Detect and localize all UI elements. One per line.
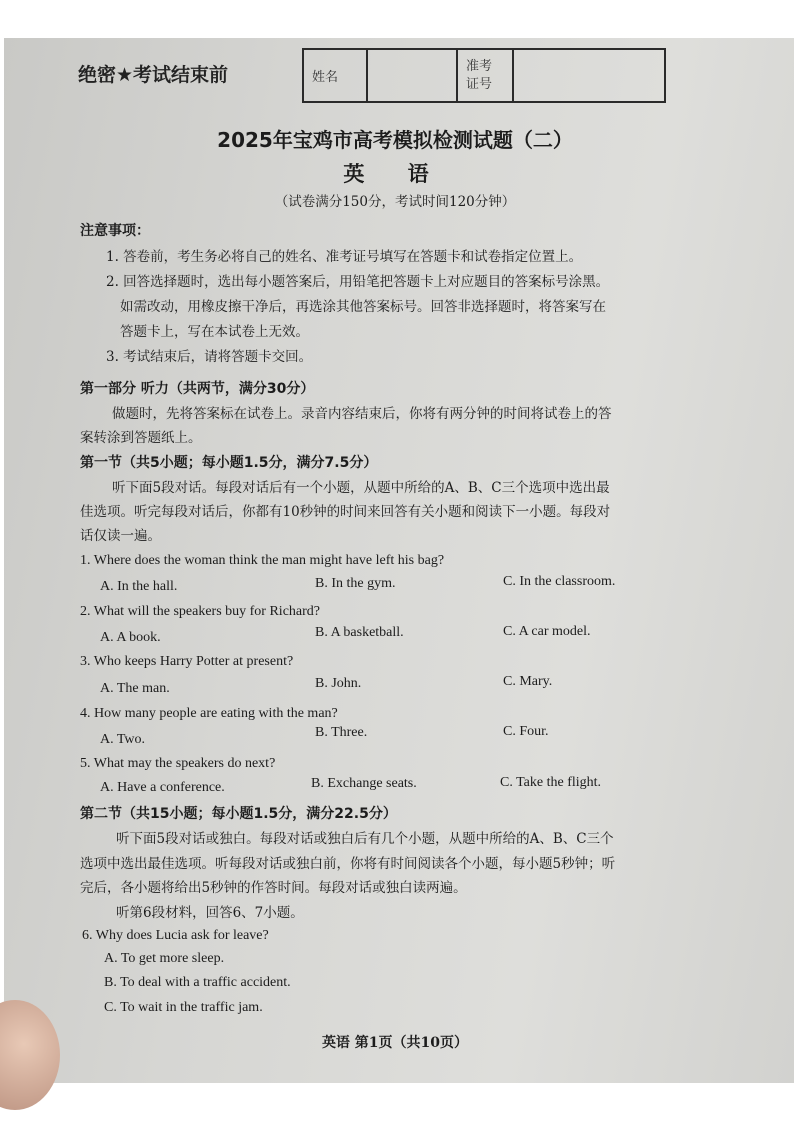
option-a: A. The man. (100, 681, 170, 696)
exam-id-field (513, 49, 665, 102)
part1-heading: 第一部分 听力（共两节，满分30分） (80, 381, 315, 397)
notice-item: 如需改动，用橡皮擦干净后，再选涂其他答案标号。回答非选择题时，将答案写在 (120, 299, 606, 315)
section2-instructions: 听第6段材料，回答6、7小题。 (116, 905, 304, 921)
section1-instructions: 佳选项。听完每段对话后，你都有10秒钟的时间来回答有关小题和阅读下一小题。每段对 (80, 504, 611, 520)
exam-title: 2025年宝鸡市高考模拟检测试题（二） (217, 128, 573, 152)
option-c: C. To wait in the traffic jam. (104, 1000, 263, 1015)
option-c: C. Four. (503, 724, 549, 739)
exam-id-label-line2: 证号 (466, 76, 493, 92)
option-a: A. Have a conference. (100, 780, 225, 795)
option-a: A. To get more sleep. (104, 951, 225, 966)
question-1: 1. Where does the woman think the man might have left his bag? (80, 553, 445, 568)
section1-heading: 第一节（共5小题；每小题1.5分，满分7.5分） (80, 455, 378, 471)
question-6: 6. Why does Lucia ask for leave? (82, 928, 269, 943)
exam-id-label (457, 49, 513, 102)
name-label: 姓名 (303, 49, 367, 102)
option-a: A. A book. (100, 630, 161, 645)
section1-instructions: 听下面5段对话。每段对话后有一个小题，从题中所给的A、B、C三个选项中选出最 (112, 480, 610, 496)
option-b: B. Three. (315, 725, 368, 740)
question-3: 3. Who keeps Harry Potter at present? (80, 654, 294, 669)
score-info: （试卷满分150分，考试时间120分钟） (274, 194, 516, 210)
section2-instructions: 完后，各小题将给出5秒钟的作答时间。每段对话或独白读两遍。 (80, 880, 467, 896)
option-b: B. A basketball. (315, 625, 404, 640)
option-a: A. Two. (100, 732, 146, 747)
section2-heading: 第二节（共15小题；每小题1.5分，满分22.5分） (80, 806, 397, 822)
notice-item: 3. 考试结束后，请将答题卡交回。 (106, 349, 313, 365)
option-c: C. Mary. (503, 674, 553, 689)
question-2: 2. What will the speakers buy for Richard? (80, 604, 321, 619)
candidate-info-box (302, 48, 666, 103)
exam-id-label-line1: 准考 (466, 58, 493, 74)
option-a: A. In the hall. (100, 579, 178, 594)
confidential-label: 绝密★考试结束前 (78, 64, 229, 86)
subject-title: 英 语 (343, 162, 447, 186)
section2-instructions: 听下面5段对话或独白。每段对话或独白后有几个小题，从题中所给的A、B、C三个 (116, 831, 614, 847)
notice-item: 1. 答卷前，考生务必将自己的姓名、准考证号填写在答题卡和试卷指定位置上。 (106, 249, 583, 265)
section1-instructions: 话仅读一遍。 (80, 528, 161, 544)
notice-item: 2. 回答选择题时，选出每小题答案后，用铅笔把答题卡上对应题目的答案标号涂黑。 (106, 274, 610, 290)
notice-item: 答题卡上，写在本试卷上无效。 (120, 324, 309, 340)
option-b: B. Exchange seats. (311, 776, 417, 791)
option-b: B. John. (315, 676, 362, 691)
part1-intro: 案转涂到答题纸上。 (80, 430, 202, 446)
option-b: B. To deal with a traffic accident. (104, 975, 291, 990)
page-footer: 英语 第1页（共10页） (321, 1035, 469, 1051)
option-c: C. In the classroom. (503, 574, 616, 589)
notice-heading: 注意事项： (80, 223, 150, 239)
option-c: C. Take the flight. (500, 775, 602, 790)
option-b: B. In the gym. (315, 576, 396, 591)
name-field (367, 49, 457, 102)
part1-intro: 做题时，先将答案标在试卷上。录音内容结束后，你将有两分钟的时间将试卷上的答 (112, 406, 612, 422)
question-5: 5. What may the speakers do next? (80, 756, 276, 771)
option-c: C. A car model. (503, 624, 591, 639)
section2-instructions: 选项中选出最佳选项。听每段对话或独白前，你将有时间阅读各个小题，每小题5秒钟；听 (80, 856, 616, 872)
question-4: 4. How many people are eating with the man? (80, 706, 338, 721)
